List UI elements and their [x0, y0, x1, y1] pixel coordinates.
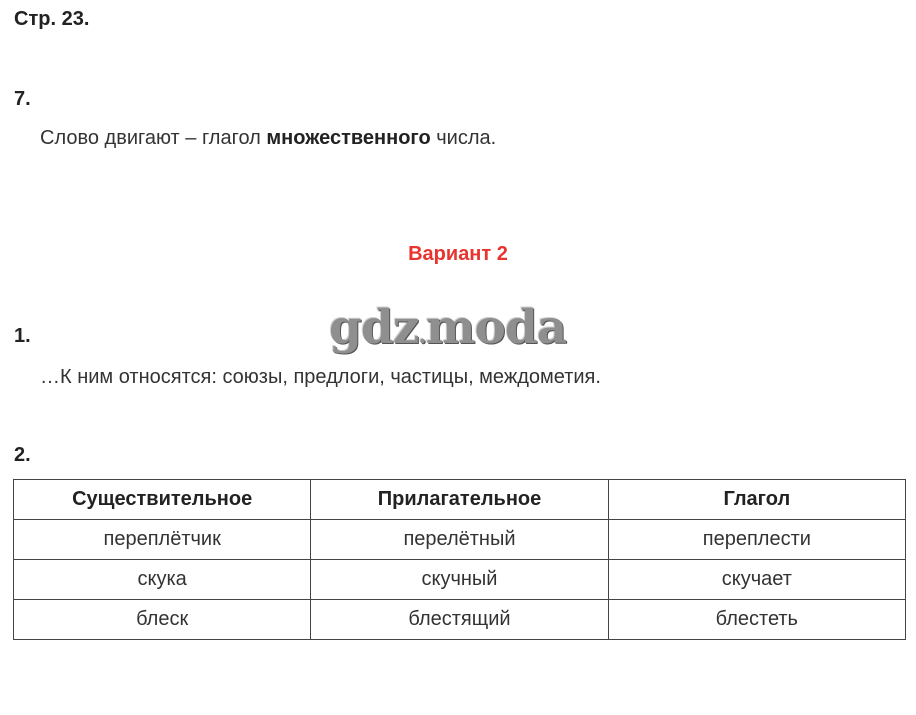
watermark-left: gdz	[329, 300, 419, 355]
table-cell: переплётчик	[14, 520, 311, 560]
watermark-dot: .	[418, 320, 426, 349]
table-row	[14, 520, 906, 560]
task-7-text-before: Слово двигают – глагол	[40, 127, 267, 149]
table-header-cell: Прилагательное	[311, 480, 608, 520]
variant-title: Вариант 2	[408, 243, 508, 265]
table-cell: блестящий	[311, 600, 608, 640]
table-header-row	[14, 480, 906, 520]
task-7-text-after: числа.	[430, 127, 497, 149]
table-cell: скучный	[311, 560, 608, 600]
page-label: Стр. 23.	[14, 8, 90, 30]
task-7-text-bold: множественного	[266, 127, 431, 149]
table-cell: скучает	[608, 560, 905, 600]
task-1-text: …К ним относятся: союзы, предлоги, частицы, междометия.	[40, 366, 601, 388]
task-1-number: 1.	[14, 325, 31, 347]
table-header-cell: Существительное	[14, 480, 311, 520]
table-header-cell: Глагол	[608, 480, 905, 520]
watermark-logo	[329, 300, 566, 355]
parts-of-speech-table	[13, 479, 906, 640]
table-row	[14, 600, 906, 640]
table-cell: блестеть	[608, 600, 905, 640]
table-cell: блеск	[14, 600, 311, 640]
table-cell: скука	[14, 560, 311, 600]
table-cell: переплести	[608, 520, 905, 560]
task-7-text	[40, 127, 496, 150]
watermark-right: moda	[425, 300, 567, 355]
task-2-number: 2.	[14, 444, 31, 466]
task-7-number: 7.	[14, 88, 31, 110]
table-cell: перелётный	[311, 520, 608, 560]
table-row	[14, 560, 906, 600]
